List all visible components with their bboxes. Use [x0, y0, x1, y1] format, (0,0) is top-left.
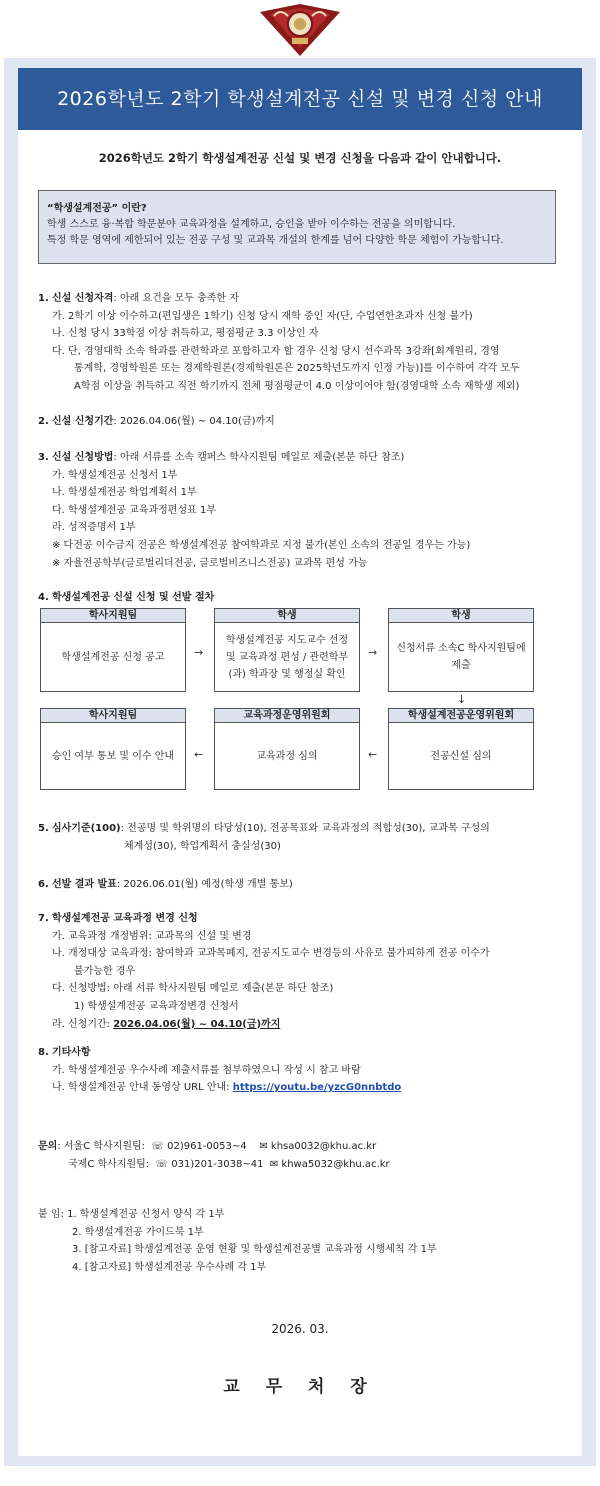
procedure-flowchart: [40, 608, 560, 788]
flow-step-body: 교육과정 심의: [256, 750, 318, 762]
section-heading: 신설 신청기간: [51, 416, 114, 427]
list-item: 다. 신청방법: 아래 서류 학사지원팀 메일로 제출(본문 하단 참조): [52, 983, 334, 995]
section-heading: 심사기준(100): [51, 823, 121, 834]
list-item: 나. 개정대상 교육과정: 참여학과 교과목폐지, 전공지도교수 변경등의 사유로 불가피하게 전공 이수가: [52, 948, 490, 960]
definition-line: 특정 학문 영역에 제한되어 있는 전공 구성 및 교과목 개설의 한계를 넘어 다양한 학문 체험이 가능합니다.: [47, 235, 504, 246]
contact-global-phone: 031)201-3038~41: [171, 1158, 264, 1170]
list-item: 나. 신청 당시 33학점 이상 취득하고, 평점평균 3.3 이상인 자: [52, 328, 319, 340]
section-number: 4.: [38, 592, 49, 603]
arrow-left-icon: ←: [194, 748, 204, 761]
flow-step-body: 신청서류 소속C 학사지원팀에 제출: [396, 643, 526, 671]
flow-step: [40, 708, 186, 790]
section-change: [38, 910, 490, 1033]
section-number: 6.: [38, 879, 49, 890]
section-procedure: [38, 589, 214, 607]
section-eligibility: [38, 290, 520, 396]
flow-step-head: 학생설계전공운영위원회: [389, 709, 533, 723]
section-desc: : 2026.06.01(월) 예정(학생 개별 통보): [116, 879, 293, 890]
section-period: [38, 413, 275, 431]
flow-step-body: 전공신설 심의: [430, 750, 492, 762]
attachment-item: 4. [참고자료] 학생설계전공 우수사례 각 1부: [72, 1261, 267, 1273]
section-number: 1.: [38, 293, 49, 304]
attachment-item: 2. 학생설계전공 가이드북 1부: [72, 1226, 204, 1238]
video-url-link[interactable]: https://youtu.be/yzcG0nnbtdo: [232, 1082, 402, 1094]
list-item: 다. 단, 경영대학 소속 학과를 관련학과로 포함하고자 할 경우 신청 당시 선수과목 3강좌[회계원리, 경영: [52, 345, 500, 357]
arrow-right-icon: →: [368, 646, 378, 659]
section-number: 8.: [38, 1047, 49, 1058]
issue-date: 2026. 03.: [271, 1322, 329, 1336]
section-desc: : 2026.04.06(월) ~ 04.10(금)까지: [113, 416, 275, 427]
list-item-cont: 통계학, 경영학원론 또는 경제학원론(경제학원론은 2025학년도까지 인정 가능)]를 이수하여 각각 모두: [74, 363, 520, 375]
signer-title: 교 무 처 장: [223, 1377, 377, 1397]
section-heading: 선발 결과 발표: [51, 879, 117, 890]
section-desc: : 아래 요건을 모두 충족한 자: [113, 293, 239, 304]
flow-step-head: 학생: [389, 609, 533, 623]
definition-title: “학생설계전공” 이란?: [47, 203, 147, 214]
section-heading: 신설 신청방법: [51, 452, 114, 463]
section-heading: 학생설계전공 신설 신청 및 선발 절차: [51, 592, 215, 603]
attachments-label: 붙 임: [38, 1209, 61, 1220]
note-item: ※ 자율전공학부(글로벌리더전공, 글로벌비즈니스전공) 교과목 편성 가능: [52, 557, 368, 569]
list-item: 나. 학생설계전공 학업계획서 1부: [52, 487, 197, 499]
list-item-cont: A학점 이상을 취득하고 직전 학기까지 전체 평점평균이 4.0 이상이어야 함(경영대학 소속 재학생 제외): [74, 380, 520, 392]
university-emblem-logo: [256, 2, 344, 58]
list-item: 가. 학생설계전공 신청서 1부: [52, 469, 178, 481]
arrow-down-icon: ↓: [457, 693, 467, 706]
section-etc: [38, 1044, 401, 1097]
definition-line: 학생 스스로 융·복합 학문분야 교육과정을 설계하고, 승인을 받아 이수하는 전공을 의미합니다.: [47, 219, 456, 230]
section-heading: 신설 신청자격: [51, 293, 114, 304]
contact-label: 문의: [38, 1141, 58, 1152]
list-item: 라. 신청기간:: [52, 1018, 114, 1030]
contact-info: [38, 1138, 390, 1173]
arrow-right-icon: →: [194, 646, 204, 659]
flow-step-head: 학생: [215, 609, 359, 623]
contact-global-mail[interactable]: khwa5032@khu.ac.kr: [281, 1158, 390, 1170]
flow-step-body: 승인 여부 통보 및 이수 안내: [51, 750, 175, 762]
list-item-cont: 불가능한 경우: [74, 965, 136, 977]
section-desc: : 전공명 및 학위명의 타당성(10), 전공목표와 교육과정의 적합성(30), 교과목 구성의: [120, 823, 490, 834]
section-criteria: [38, 820, 490, 855]
contact-seoul-mail[interactable]: khsa0032@khu.ac.kr: [270, 1141, 377, 1152]
flow-step: [214, 608, 360, 692]
section-heading: 기타사항: [51, 1047, 91, 1058]
contact-global-name: 국제C 학사지원팀:: [68, 1158, 150, 1170]
attachment-item: 3. [참고자료] 학생설계전공 운영 현황 및 학생설계전공별 교육과정 시행세칙 각 1부: [72, 1244, 437, 1256]
page-title: 2026학년도 2학기 학생설계전공 신설 및 변경 신청 안내: [18, 68, 582, 130]
list-item: 가. 학생설계전공 우수사례 제출서류를 첨부하였으니 작성 시 참고 바람: [52, 1064, 361, 1076]
phone-icon: ☏: [151, 1141, 164, 1152]
section-method: [38, 449, 470, 572]
section-result: [38, 876, 293, 894]
section-number: 7.: [38, 913, 49, 924]
contact-seoul-phone: 02)961-0053~4: [167, 1141, 247, 1152]
flow-step: [388, 608, 534, 692]
flow-step-head: 학사지원팀: [41, 609, 185, 623]
flow-step: [40, 608, 186, 692]
flow-step-head: 교육과정운영위원회: [215, 709, 359, 723]
flow-step-head: 학사지원팀: [41, 709, 185, 723]
section-desc: : 아래 서류를 소속 캠퍼스 학사지원팀 메일로 제출(본문 하단 참조): [113, 452, 405, 463]
section-number: 2.: [38, 416, 49, 427]
flow-step-body: 학생설계전공 신청 공고: [61, 651, 165, 663]
change-period: 2026.04.06(월) ~ 04.10(금)까지: [113, 1018, 281, 1030]
definition-box: [38, 190, 556, 264]
intro-text: 2026학년도 2학기 학생설계전공 신설 및 변경 신청을 다음과 같이 안내합니다.: [98, 151, 502, 165]
list-item-sub: 1) 학생설계전공 교육과정변경 신청서: [74, 1000, 239, 1012]
flow-step-body: 학생설계전공 지도교수 선정 및 교육과정 편성 / 관련학부(과) 학과장 및 행정실 확인: [225, 634, 349, 680]
contact-seoul-name: : 서울C 학사지원팀:: [57, 1141, 146, 1152]
section-heading: 학생설계전공 교육과정 변경 신청: [51, 913, 198, 924]
note-item: ※ 다전공 이수금지 전공은 학생설계전공 참여학과로 지정 불가(본인 소속의 전공일 경우는 가능): [52, 539, 471, 551]
attachments: 붙 임: 1. 학생설계전공 신청서 양식 각 1부 2. 학생설계전공 가이드북 1부 3. [참고자료] 학생설계전공 운영 현황 및 학생설계전공별 교육과정 시행세칙 각 1부 4. [참고자료] 학생설계전공 우수사례 각 1부: [38, 1206, 437, 1276]
phone-icon: ☏: [155, 1158, 169, 1170]
list-item: 가. 2학기 이상 이수하고(편입생은 1학기) 신청 당시 재학 중인 자(단, 수업연한초과자 신청 불가): [52, 310, 473, 322]
section-number: 5.: [38, 823, 49, 834]
flow-step: [214, 708, 360, 790]
arrow-left-icon: ←: [368, 748, 378, 761]
list-item: 라. 성적증명서 1부: [52, 522, 136, 534]
mail-icon: ✉: [269, 1158, 279, 1170]
mail-icon: ✉: [259, 1141, 268, 1152]
list-item: 가. 교육과정 개정범위: 교과목의 신설 및 변경: [52, 930, 252, 942]
attachment-item: 1. 학생설계전공 신청서 양식 각 1부: [67, 1209, 225, 1220]
list-item: 나. 학생설계전공 안내 동영상 URL 안내:: [52, 1082, 233, 1094]
flow-step: [388, 708, 534, 790]
notice-panel: [18, 68, 582, 1456]
section-number: 3.: [38, 452, 49, 463]
section-desc-cont: 체계성(30), 학업계획서 충실성(30): [124, 840, 281, 852]
page-background: [4, 58, 596, 1466]
list-item: 다. 학생설계전공 교육과정편성표 1부: [52, 504, 216, 516]
